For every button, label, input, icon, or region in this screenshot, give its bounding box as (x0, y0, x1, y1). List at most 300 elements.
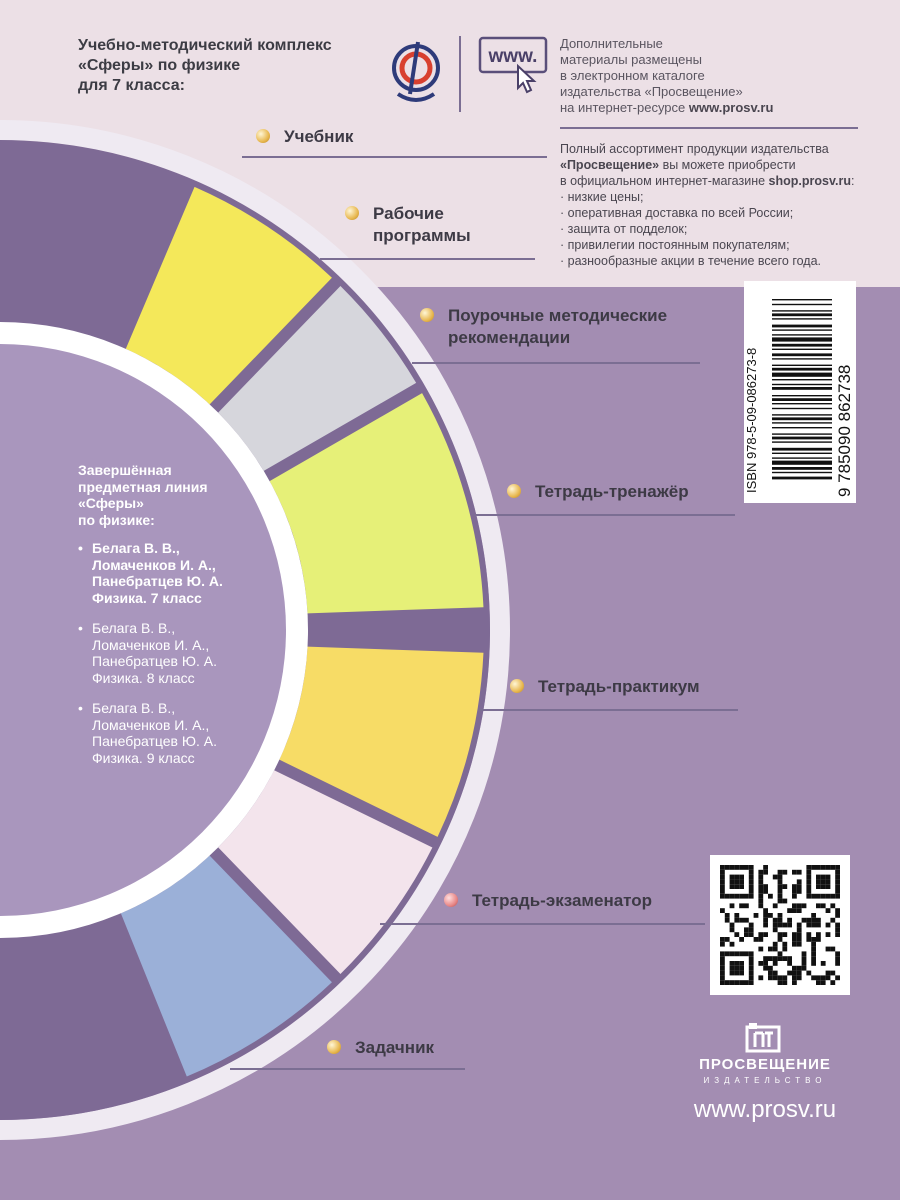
qr-module (749, 966, 754, 971)
barcode-bar (772, 304, 832, 305)
qr-module (782, 956, 787, 961)
qr-module (730, 951, 735, 956)
qr-module (821, 961, 826, 966)
qr-module (821, 879, 826, 884)
component-label-textbook: Учебник (284, 127, 354, 146)
qr-module (835, 923, 840, 928)
component-rule (242, 156, 547, 158)
qr-module (826, 894, 831, 899)
qr-module (830, 918, 835, 923)
qr-module (806, 937, 811, 942)
qr-module (797, 884, 802, 889)
qr-module (734, 918, 739, 923)
qr-module (792, 870, 797, 875)
qr-module (806, 894, 811, 899)
qr-module (744, 903, 749, 908)
barcode-bar (772, 453, 832, 454)
qr-module (768, 966, 773, 971)
prosv-url-link[interactable]: www.prosv.ru (688, 100, 774, 115)
qr-module (749, 932, 754, 937)
qr-module (826, 875, 831, 880)
qr-module (821, 975, 826, 980)
qr-module (830, 947, 835, 952)
qr-code[interactable] (710, 855, 850, 995)
qr-module (806, 889, 811, 894)
qr-module (787, 923, 792, 928)
qr-module (734, 966, 739, 971)
qr-module (725, 918, 730, 923)
qr-module (720, 875, 725, 880)
qr-module (744, 980, 749, 985)
qr-module (816, 932, 821, 937)
qr-module (725, 913, 730, 918)
qr-module (816, 865, 821, 870)
qr-module (758, 947, 763, 952)
qr-module (778, 879, 783, 884)
qr-module (811, 913, 816, 918)
qr-module (797, 966, 802, 971)
qr-module (816, 879, 821, 884)
qr-module (821, 903, 826, 908)
book-entry (78, 620, 278, 686)
qr-module (758, 961, 763, 966)
benefit-item: · низкие цены; (560, 189, 860, 205)
qr-module (797, 942, 802, 947)
barcode-bar (772, 395, 832, 396)
bullet-icon (510, 679, 524, 693)
qr-module (792, 889, 797, 894)
qr-module (778, 884, 783, 889)
barcode-bar (772, 337, 832, 341)
barcode-bar (772, 433, 832, 434)
barcode-bar (772, 373, 832, 377)
qr-module (816, 875, 821, 880)
qr-module (797, 927, 802, 932)
book-line: • Белага В. В., (92, 540, 180, 556)
subject-line-info (78, 462, 278, 780)
qr-module (734, 932, 739, 937)
qr-module (730, 879, 735, 884)
qr-module (734, 913, 739, 918)
qr-module (830, 980, 835, 985)
barcode-bar (772, 365, 832, 366)
barcode-bar (772, 403, 832, 404)
qr-module (821, 875, 826, 880)
barcode-bar (772, 368, 832, 371)
qr-module (725, 865, 730, 870)
qr-module (730, 971, 735, 976)
qr-module (739, 980, 744, 985)
qr-module (802, 956, 807, 961)
qr-module (816, 894, 821, 899)
qr-module (778, 923, 783, 928)
bullet-icon (345, 206, 359, 220)
qr-module (758, 870, 763, 875)
qr-module (754, 937, 759, 942)
book-entry (78, 540, 278, 606)
qr-module (811, 923, 816, 928)
qr-module (739, 903, 744, 908)
qr-module (763, 908, 768, 913)
book-line: Панебратцев Ю. А. (92, 733, 218, 749)
qr-module (778, 975, 783, 980)
qr-module (806, 923, 811, 928)
qr-module (782, 932, 787, 937)
qr-module (763, 913, 768, 918)
qr-module (797, 923, 802, 928)
qr-module (797, 932, 802, 937)
subject-line-heading (78, 462, 278, 528)
qr-module (768, 947, 773, 952)
qr-module (792, 971, 797, 976)
bullet-icon (507, 484, 521, 498)
barcode-bar (772, 384, 832, 385)
bullet-icon (420, 308, 434, 322)
qr-module (730, 966, 735, 971)
www-cursor-icon (478, 36, 548, 96)
qr-module (768, 894, 773, 899)
qr-module (763, 961, 768, 966)
qr-module (811, 975, 816, 980)
qr-module (811, 947, 816, 952)
qr-module (773, 961, 778, 966)
barcode-bar (772, 448, 832, 451)
qr-module (792, 942, 797, 947)
qr-module (797, 908, 802, 913)
qr-module (802, 961, 807, 966)
shop-line (560, 173, 860, 189)
qr-module (763, 932, 768, 937)
book-line: Ломаченков И. А., (92, 716, 210, 733)
book-line: Ломаченков И. А., (92, 556, 216, 573)
qr-module (778, 913, 783, 918)
series-heading-line: «Сферы» по физике (78, 57, 241, 74)
qr-module (720, 908, 725, 913)
qr-module (720, 894, 725, 899)
series-heading (78, 36, 398, 96)
qr-module (739, 966, 744, 971)
qr-module (730, 942, 735, 947)
component-rule (412, 362, 700, 364)
qr-module (720, 884, 725, 889)
benefit-item: · привилегии постоянным покупателям; (560, 237, 860, 253)
qr-module (730, 980, 735, 985)
qr-module (720, 971, 725, 976)
qr-module (792, 884, 797, 889)
qr-module (720, 966, 725, 971)
qr-module (739, 971, 744, 976)
qr-module (830, 971, 835, 976)
qr-module (720, 951, 725, 956)
publisher-subtitle: ИЗДАТЕЛЬСТВО (703, 1076, 827, 1085)
barcode-bar (772, 408, 832, 409)
shop-benefits-list (560, 189, 860, 269)
component-label-lesson-guides: Поурочные методические рекомендации (448, 306, 668, 347)
qr-module (734, 875, 739, 880)
qr-module (835, 961, 840, 966)
qr-module (778, 870, 783, 875)
qr-module (763, 884, 768, 889)
qr-module (782, 947, 787, 952)
qr-module (773, 971, 778, 976)
benefit-item: · разнообразные акции в течение всего года. (560, 253, 860, 269)
qr-module (773, 956, 778, 961)
qr-module (802, 966, 807, 971)
qr-module (773, 942, 778, 947)
shop-url-link[interactable]: shop.prosv.ru (768, 174, 851, 188)
qr-module (797, 903, 802, 908)
barcode-bar (772, 457, 832, 458)
bullet-icon (327, 1040, 341, 1054)
qr-module (749, 971, 754, 976)
isbn-barcode-box (744, 281, 856, 503)
qr-module (816, 903, 821, 908)
qr-module (763, 870, 768, 875)
qr-module (725, 951, 730, 956)
qr-module (758, 884, 763, 889)
qr-module (734, 971, 739, 976)
qr-module (744, 932, 749, 937)
qr-module (720, 980, 725, 985)
qr-module (835, 956, 840, 961)
barcode-bar (772, 414, 832, 415)
qr-module (826, 923, 831, 928)
qr-module (792, 966, 797, 971)
qr-module (749, 889, 754, 894)
qr-module (835, 884, 840, 889)
qr-module (792, 903, 797, 908)
qr-module (835, 889, 840, 894)
qr-module (768, 913, 773, 918)
barcode-bar (772, 299, 832, 300)
barcode-bar (772, 353, 832, 356)
shop-text: в официальном интернет-магазине (560, 174, 769, 188)
barcode-bar (772, 477, 832, 480)
qr-module (778, 932, 783, 937)
qr-module (792, 894, 797, 899)
note-line: Дополнительные (560, 36, 663, 51)
component-rule (475, 514, 735, 516)
qr-module (734, 980, 739, 985)
qr-module (782, 975, 787, 980)
qr-module (778, 894, 783, 899)
qr-module (782, 923, 787, 928)
qr-module (787, 961, 792, 966)
qr-module (758, 932, 763, 937)
publisher-name: ПРОСВЕЩЕНИЕ (699, 1056, 831, 1073)
qr-module (734, 951, 739, 956)
qr-module (768, 975, 773, 980)
qr-module (816, 923, 821, 928)
qr-module (806, 865, 811, 870)
qr-module (811, 961, 816, 966)
qr-module (787, 908, 792, 913)
www-icon-text: www. (488, 46, 538, 67)
qr-module (821, 980, 826, 985)
qr-module (792, 975, 797, 980)
component-rule (230, 1068, 465, 1070)
barcode-bar (772, 417, 832, 420)
qr-module (749, 927, 754, 932)
qr-module (792, 908, 797, 913)
qr-module (744, 918, 749, 923)
qr-module (758, 937, 763, 942)
qr-module (778, 899, 783, 904)
qr-module (778, 980, 783, 985)
qr-module (811, 951, 816, 956)
qr-module (749, 951, 754, 956)
qr-module (835, 975, 840, 980)
qr-module (720, 879, 725, 884)
qr-module (816, 937, 821, 942)
qr-module (806, 971, 811, 976)
note-text: на интернет-ресурсе (560, 100, 689, 115)
qr-module (773, 903, 778, 908)
component-label-trainer-workbook: Тетрадь-тренажёр (535, 482, 689, 501)
qr-module (816, 884, 821, 889)
barcode-bar (772, 329, 832, 330)
qr-module (835, 870, 840, 875)
barcode-bar (772, 437, 832, 440)
qr-module (763, 966, 768, 971)
qr-pattern (710, 855, 850, 995)
component-label-problem-book: Задачник (355, 1038, 435, 1057)
qr-module (773, 975, 778, 980)
qr-module (749, 894, 754, 899)
qr-module (720, 975, 725, 980)
qr-module (797, 870, 802, 875)
qr-module (826, 884, 831, 889)
barcode-bar (772, 313, 832, 316)
qr-module (835, 879, 840, 884)
qr-module (806, 932, 811, 937)
qr-module (802, 903, 807, 908)
barcode-bar (772, 310, 832, 311)
qr-module (725, 980, 730, 985)
barcode-bar (772, 461, 832, 465)
component-rule (380, 923, 705, 925)
qr-module (744, 927, 749, 932)
qr-module (720, 942, 725, 947)
qr-module (773, 918, 778, 923)
qr-module (754, 913, 759, 918)
qr-module (749, 975, 754, 980)
book-line: Ломаченков И. А., (92, 636, 210, 653)
qr-module (739, 879, 744, 884)
qr-module (773, 923, 778, 928)
qr-module (821, 865, 826, 870)
qr-module (821, 884, 826, 889)
note-line: издательства «Просвещение» (560, 84, 743, 99)
qr-module (773, 927, 778, 932)
extra-materials-note (560, 36, 773, 116)
qr-module (830, 903, 835, 908)
benefit-item: · защита от подделок; (560, 221, 860, 237)
qr-module (730, 894, 735, 899)
qr-module (782, 870, 787, 875)
qr-module (787, 971, 792, 976)
heading-line: «Сферы» (78, 495, 144, 511)
qr-module (811, 956, 816, 961)
qr-module (749, 870, 754, 875)
qr-module (730, 875, 735, 880)
barcode-bar (772, 427, 832, 428)
heading-line: предметная линия (78, 478, 208, 495)
book-line: Физика. 8 класс (92, 669, 195, 686)
qr-module (758, 894, 763, 899)
qr-module (792, 932, 797, 937)
barcode-bar (772, 349, 832, 350)
qr-module (797, 879, 802, 884)
qr-module (782, 942, 787, 947)
component-label-work-programs: Рабочие программы (373, 204, 471, 245)
qr-module (835, 875, 840, 880)
heading-line: Завершённая (78, 462, 172, 478)
qr-module (806, 918, 811, 923)
qr-module (835, 894, 840, 899)
qr-module (806, 875, 811, 880)
component-rule (478, 709, 738, 711)
barcode-bar (772, 387, 832, 390)
qr-module (787, 956, 792, 961)
qr-module (778, 918, 783, 923)
qr-module (826, 879, 831, 884)
qr-module (763, 889, 768, 894)
qr-module (816, 980, 821, 985)
qr-module (720, 937, 725, 942)
isbn-digits: 9 785090 862738 (835, 364, 854, 497)
brand-name: «Просвещение» (560, 158, 660, 172)
qr-module (773, 947, 778, 952)
qr-module (811, 894, 816, 899)
component-rule (320, 258, 535, 260)
book-line: • Белага В. В., (92, 620, 176, 636)
qr-module (744, 894, 749, 899)
qr-module (826, 865, 831, 870)
qr-module (816, 918, 821, 923)
barcode-bar (772, 472, 832, 473)
series-heading-line: для 7 класса: (78, 77, 185, 94)
qr-module (739, 865, 744, 870)
qr-module (744, 951, 749, 956)
qr-module (720, 956, 725, 961)
qr-module (749, 879, 754, 884)
header-divider (459, 36, 461, 112)
qr-module (778, 875, 783, 880)
qr-module (778, 956, 783, 961)
qr-module (730, 865, 735, 870)
qr-module (797, 889, 802, 894)
barcode-bar (772, 467, 832, 470)
qr-module (758, 903, 763, 908)
qr-module (835, 951, 840, 956)
barcode-bar (772, 344, 832, 347)
component-label-practicum-workbook: Тетрадь-практикум (538, 677, 700, 696)
barcode-bar (772, 441, 832, 442)
note-line (560, 100, 773, 116)
qr-module (806, 884, 811, 889)
barcode-bar (772, 334, 832, 335)
qr-module (782, 899, 787, 904)
qr-module (739, 937, 744, 942)
qr-module (758, 975, 763, 980)
qr-module (744, 865, 749, 870)
qr-module (763, 923, 768, 928)
book-line: Физика. 7 класс (92, 589, 202, 606)
qr-module (835, 865, 840, 870)
barcode-bar (772, 398, 832, 401)
publisher-url[interactable]: www.prosv.ru (693, 1096, 837, 1123)
